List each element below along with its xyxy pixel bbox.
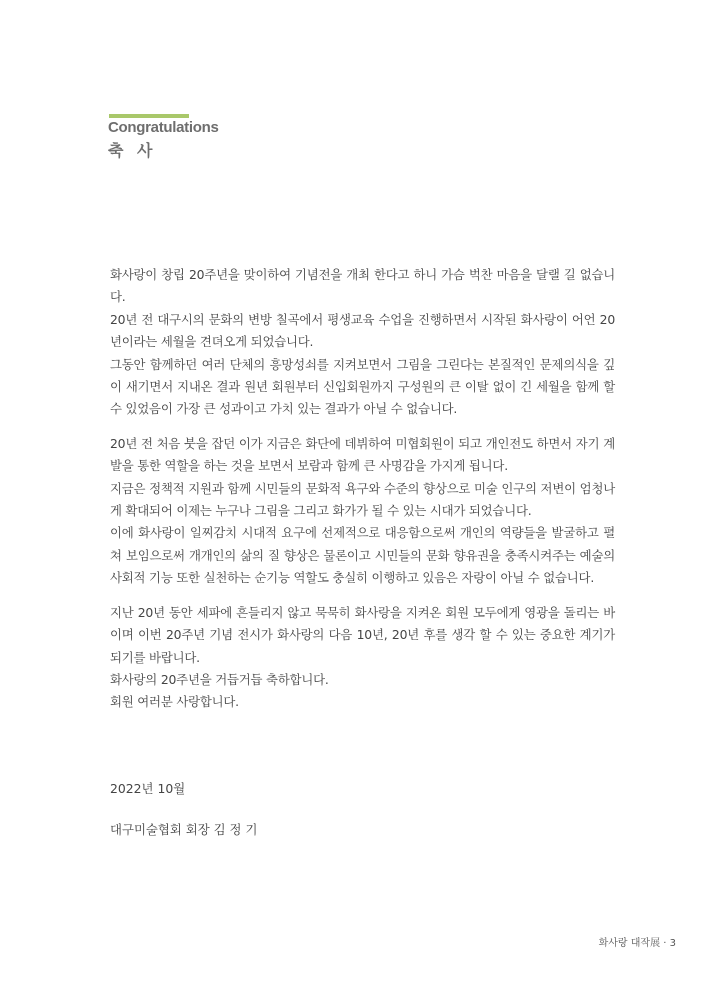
paragraph: 화사랑의 20주년을 거듭거듭 축하합니다. bbox=[110, 671, 329, 687]
paragraph: 그동안 함께하던 여러 단체의 흥망성쇠를 지켜보면서 그림을 그린다는 본질적인 문제의식을 깊이 새기면서 지내온 결과 원년 회원부터 신입회원까지 구성원의 큰 이탈 없이 긴 세월을 함께 할 수 있었음이 가장 큰 성과이고 가치 있는 결과가 아닐 수 없습니다. bbox=[110, 356, 615, 417]
title-english: Congratulations bbox=[108, 119, 219, 136]
signer: 대구미술협회 회장 김 정 기 bbox=[110, 822, 258, 837]
paragraph: 지금은 정책적 지원과 함께 시민들의 문화적 욕구와 수준의 향상으로 미술 인구의 저변이 엄청나게 확대되어 이제는 누구나 그림을 그리고 화가가 될 수 있는 시대가 되었습니다. bbox=[110, 480, 615, 519]
paragraph: 화사랑이 창립 20주년을 맞이하여 기념전을 개최 한다고 하니 가슴 벅찬 마음을 달랠 길 없습니다. bbox=[110, 267, 615, 305]
paragraph: 20년 전 대구시의 문화의 변방 칠곡에서 평생교육 수업을 진행하면서 시작된 화사랑이 어언 20년이라는 세월을 견뎌오게 되었습니다. bbox=[110, 311, 615, 350]
message-body bbox=[110, 264, 615, 714]
page-footer: 화사랑 대작展 · 3 bbox=[598, 938, 676, 949]
paragraph: 회원 여러분 사랑합니다. bbox=[110, 694, 239, 710]
paragraph: 20년 전 처음 붓을 잡던 이가 지금은 화단에 데뷔하여 미협회원이 되고 개인전도 하면서 자기 계발을 통한 역할을 하는 것을 보면서 보람과 함께 큰 사명감을 가지게 됩니다. bbox=[110, 435, 615, 474]
paragraph-gap bbox=[110, 590, 615, 602]
title-korean: 축 사 bbox=[108, 141, 157, 160]
paragraph: 이에 화사랑이 일찌감치 시대적 요구에 선제적으로 대응함으로써 개인의 역량들을 발굴하고 펼쳐 보임으로써 개개인의 삶의 질 향상은 물론이고 시민들의 문화 향유권을 충족시켜주는 예술의 사회적 기능 또한 실천하는 순기능 역할도 충실히 이행하고 있음은 자랑이 아닐 수 없습니다. bbox=[110, 525, 615, 586]
paragraph-gap bbox=[110, 421, 615, 433]
paragraph: 지난 20년 동안 세파에 흔들리지 않고 묵묵히 화사랑을 지켜온 회원 모두에게 영광을 돌리는 바이며 이번 20주년 기념 전시가 화사랑의 다음 10년, 20년 후를 생각 할 수 있는 중요한 계기가 되기를 바랍니다. bbox=[110, 604, 615, 665]
title-accent-bar bbox=[109, 114, 189, 118]
date: 2022년 10월 bbox=[110, 781, 186, 796]
